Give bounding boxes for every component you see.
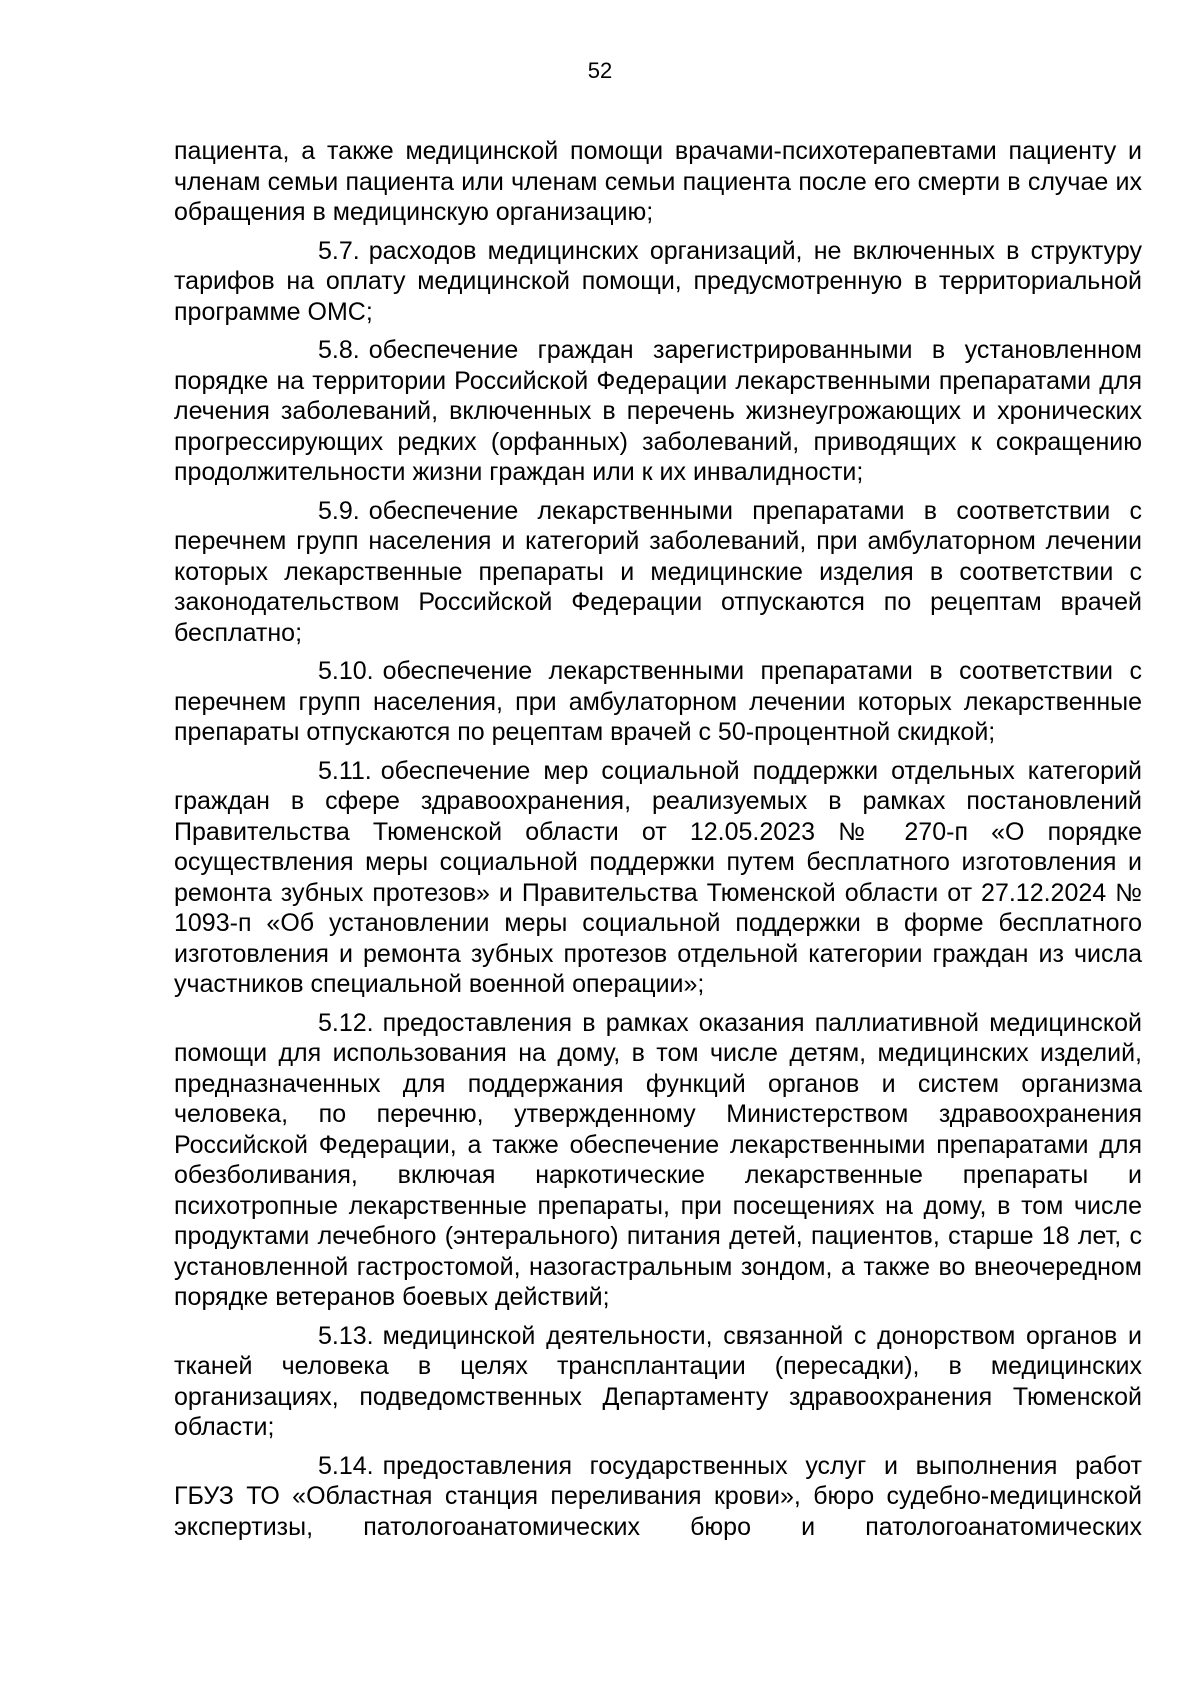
- paragraph-continuation: [174, 136, 1142, 228]
- paragraph-5-11: [174, 756, 1142, 1000]
- paragraph-text: обеспечение мер социальной поддержки отдельных категорий граждан в сфере здравоохранения, реализуемых в рамках постановлений Правительства Тюменской области от 12.05.2023 № 270-п «О порядке осуществления меры социальной поддержки путем бесплатного изготовления и ремонта зубных протезов» и Правительства Тюменской области от 27.12.2024 № 1093-п «Об установлении меры социальной поддержки в форме бесплатного изготовления и ремонта зубных протезов отдельной категории граждан из числа участников специальной военной операции»;: [174, 756, 1142, 998]
- paragraph-text: обеспечение лекарственными препаратами в соответствии с перечнем групп населения, при амбулаторном лечении которых лекарственные препараты отпускаются по рецептам врачей с 50-процентной скидкой;: [174, 657, 1142, 746]
- paragraph-5-8: [174, 335, 1142, 488]
- paragraph-5-13: [174, 1321, 1142, 1443]
- paragraph-number: 5.11.: [318, 756, 372, 785]
- paragraph-text: предоставления в рамках оказания паллиативной медицинской помощи для использования на дому, в том числе детям, медицинских изделий, предназначенных для поддержания функций органов и систем организма человека, по перечню, утвержденному Министерством здравоохранения Российской Федерации, а также обеспечение лекарственными препаратами для обезболивания, включая наркотические лекарственные препараты и психотропные лекарственные препараты, при посещениях на дому, в том числе продуктами лечебного (энтерального) питания детей, пациентов, старше 18 лет, с установленной гастростомой, назогастральным зондом, а также во внеочередном порядке ветеранов боевых действий;: [174, 1008, 1142, 1311]
- paragraph-5-9: [174, 496, 1142, 649]
- paragraph-number: 5.12.: [318, 1008, 374, 1037]
- paragraph-5-14: [174, 1451, 1142, 1543]
- paragraph-5-10: [174, 656, 1142, 748]
- paragraph-number: 5.7.: [318, 236, 360, 265]
- paragraph-text: обеспечение граждан зарегистрированными в установленном порядке на территории Российской Федерации лекарственными препаратами для лечения заболеваний, включенных в перечень жизнеугрожающих и хронических прогрессирующих редких (орфанных) заболеваний, приводящих к сокращению продолжительности жизни граждан или к их инвалидности;: [174, 336, 1142, 486]
- paragraph-5-7: [174, 236, 1142, 328]
- paragraph-number: 5.14.: [318, 1451, 374, 1480]
- paragraph-text: обеспечение лекарственными препаратами в соответствии с перечнем групп населения и категорий заболеваний, при амбулаторном лечении которых лекарственные препараты и медицинские изделия в соответствии с законодательством Российской Федерации отпускаются по рецептам врачей бесплатно;: [174, 496, 1142, 647]
- document-body: [174, 136, 1142, 1550]
- paragraph-text: медицинской деятельности, связанной с донорством органов и тканей человека в целях трансплантации (пересадки), в медицинских организациях, подведомственных Департаменту здравоохранения Тюменской области;: [174, 1321, 1142, 1441]
- page-number: 52: [587, 58, 613, 83]
- paragraph-number: 5.10.: [318, 657, 374, 685]
- paragraph-text: расходов медицинских организаций, не включенных в структуру тарифов на оплату медицинской помощи, предусмотренную в территориальной программе ОМС;: [174, 236, 1142, 326]
- paragraph-number: 5.8.: [318, 336, 360, 364]
- paragraph-5-12: [174, 1008, 1142, 1313]
- paragraph-number: 5.13.: [318, 1321, 374, 1350]
- paragraph-number: 5.9.: [318, 496, 360, 525]
- paragraph-text: предоставления государственных услуг и выполнения работ ГБУЗ ТО «Областная станция переливания крови», бюро судебно-медицинской экспертизы, патологоанатомических бюро и патологоанатомических: [174, 1451, 1142, 1541]
- paragraph-text: пациента, а также медицинской помощи врачами-психотерапевтами пациенту и членам семьи пациента или членам семьи пациента после его смерти в случае их обращения в медицинскую организацию;: [174, 137, 1142, 226]
